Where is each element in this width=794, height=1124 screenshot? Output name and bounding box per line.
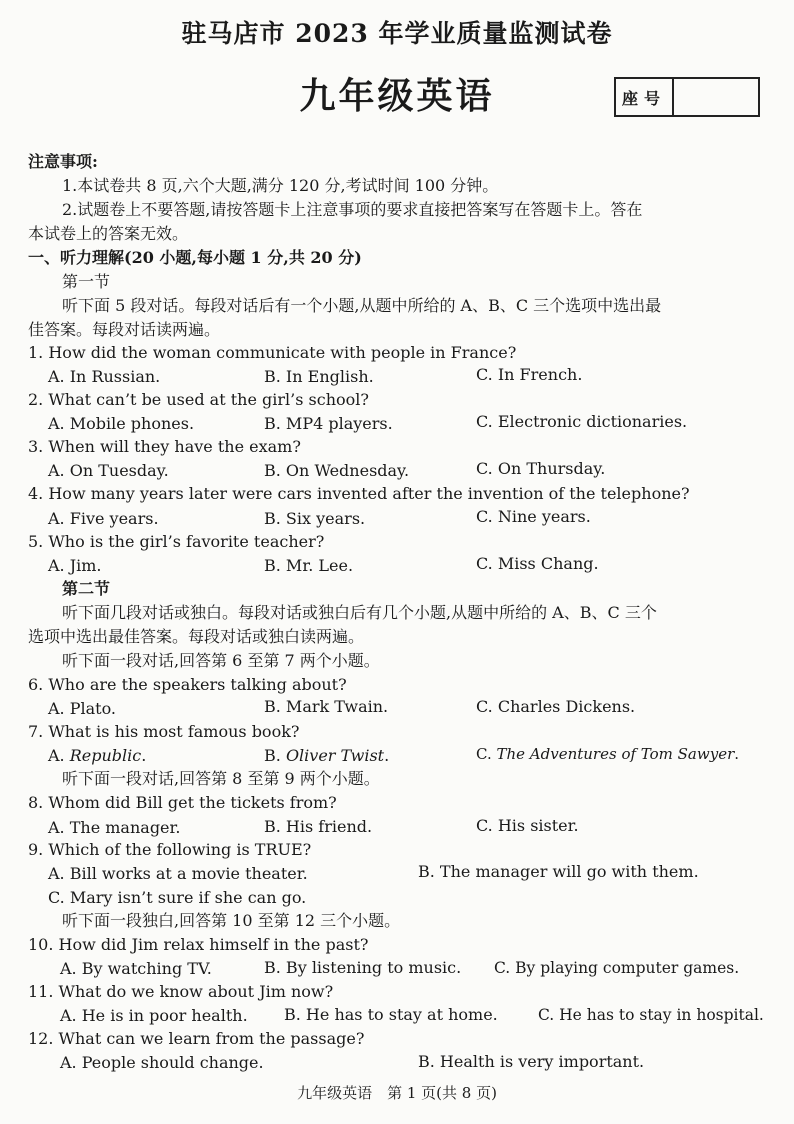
option-b: B. His friend. — [264, 817, 373, 836]
page-footer: 九年级英语 第 1 页(共 8 页) — [297, 1084, 497, 1102]
question-stem: 11. What do we know about Jim now? — [28, 982, 334, 1001]
option-a: A. Five years. — [48, 509, 159, 528]
option-c: C. Electronic dictionaries. — [476, 412, 688, 431]
option-b: B. He has to stay at home. — [284, 1005, 498, 1024]
listening-note: 听下面一段独白,回答第 10 至第 12 三个小题。 — [62, 911, 401, 930]
option-c: C. He has to stay in hospital. — [538, 1006, 764, 1024]
exam-title: 驻马店市 2023 年学业质量监测试卷 — [181, 19, 613, 48]
option-b: B. MP4 players. — [264, 414, 393, 433]
option-c: C. The Adventures of Tom Sawyer. — [476, 745, 740, 763]
section-heading: 一、听力理解(20 小题,每小题 1 分,共 20 分) — [28, 248, 362, 267]
question-stem: 6. Who are the speakers talking about? — [28, 675, 347, 694]
option-a: A. In Russian. — [48, 367, 161, 386]
question-stem: 12. What can we learn from the passage? — [28, 1029, 365, 1048]
option-a: A. Republic. — [48, 746, 147, 765]
option-a: A. People should change. — [60, 1053, 264, 1072]
part2-instructions: 听下面几段对话或独白。每段对话或独白后有几个小题,从题中所给的 A、B、C 三个 — [62, 603, 657, 622]
option-c: C. His sister. — [476, 816, 579, 835]
listening-note: 听下面一段对话,回答第 6 至第 7 两个小题。 — [62, 651, 380, 670]
notice-heading: 注意事项: — [28, 152, 98, 171]
question-stem: 9. Which of the following is TRUE? — [28, 840, 312, 859]
option-b: B. In English. — [264, 367, 374, 386]
option-c: C. Charles Dickens. — [476, 697, 636, 716]
part2-instructions-cont: 选项中选出最佳答案。每段对话或独白读两遍。 — [28, 627, 365, 646]
option-b: B. Mark Twain. — [264, 697, 389, 716]
option-b: B. By listening to music. — [264, 958, 462, 977]
question-stem: 1. How did the woman communicate with people in France? — [28, 343, 517, 362]
option-b: B. Health is very important. — [418, 1052, 645, 1071]
subject-title: 九年级英语 — [299, 75, 495, 117]
option-b: B. Oliver Twist. — [264, 746, 390, 765]
option-c: C. Miss Chang. — [476, 554, 599, 573]
part2-label: 第二节 — [62, 579, 111, 598]
seat-number-label: 座号 — [616, 79, 674, 115]
part1-instructions: 听下面 5 段对话。每段对话后有一个小题,从题中所给的 A、B、C 三个选项中选出最 — [62, 296, 662, 315]
option-c: C. On Thursday. — [476, 459, 606, 478]
question-stem: 7. What is his most famous book? — [28, 722, 300, 741]
option-c: C. Nine years. — [476, 507, 591, 526]
option-b: B. On Wednesday. — [264, 461, 410, 480]
option-a: A. On Tuesday. — [48, 461, 169, 480]
option-a: A. He is in poor health. — [60, 1006, 248, 1025]
option-c: C. In French. — [476, 365, 583, 384]
notice-item-1: 1.本试卷共 8 页,六个大题,满分 120 分,考试时间 100 分钟。 — [62, 176, 499, 195]
option-b: B. The manager will go with them. — [418, 862, 699, 881]
question-stem: 5. Who is the girl’s favorite teacher? — [28, 532, 325, 551]
option-c: C. Mary isn’t sure if she can go. — [48, 888, 307, 907]
question-stem: 2. What can’t be used at the girl’s school? — [28, 390, 369, 409]
option-a: A. The manager. — [48, 818, 181, 837]
part1-instructions-cont: 佳答案。每段对话读两遍。 — [28, 320, 221, 339]
question-stem: 8. Whom did Bill get the tickets from? — [28, 793, 337, 812]
option-b: B. Mr. Lee. — [264, 556, 354, 575]
option-c: C. By playing computer games. — [494, 959, 740, 977]
notice-item-2: 2.试题卷上不要答题,请按答题卡上注意事项的要求直接把答案写在答题卡上。答在 — [62, 200, 643, 219]
notice-item-2-cont: 本试卷上的答案无效。 — [28, 224, 189, 243]
option-b: B. Six years. — [264, 509, 366, 528]
part1-label: 第一节 — [62, 272, 111, 291]
option-a: A. Plato. — [48, 699, 117, 718]
option-a: A. Jim. — [48, 556, 102, 575]
question-stem: 3. When will they have the exam? — [28, 437, 301, 456]
option-a: A. Bill works at a movie theater. — [48, 864, 308, 883]
question-stem: 10. How did Jim relax himself in the past? — [28, 935, 369, 954]
option-a: A. Mobile phones. — [48, 414, 195, 433]
seat-number-blank — [674, 79, 758, 115]
listening-note: 听下面一段对话,回答第 8 至第 9 两个小题。 — [62, 769, 380, 788]
option-a: A. By watching TV. — [60, 959, 212, 978]
question-stem: 4. How many years later were cars invented after the invention of the telephone? — [28, 484, 690, 503]
seat-number-box — [614, 77, 760, 117]
